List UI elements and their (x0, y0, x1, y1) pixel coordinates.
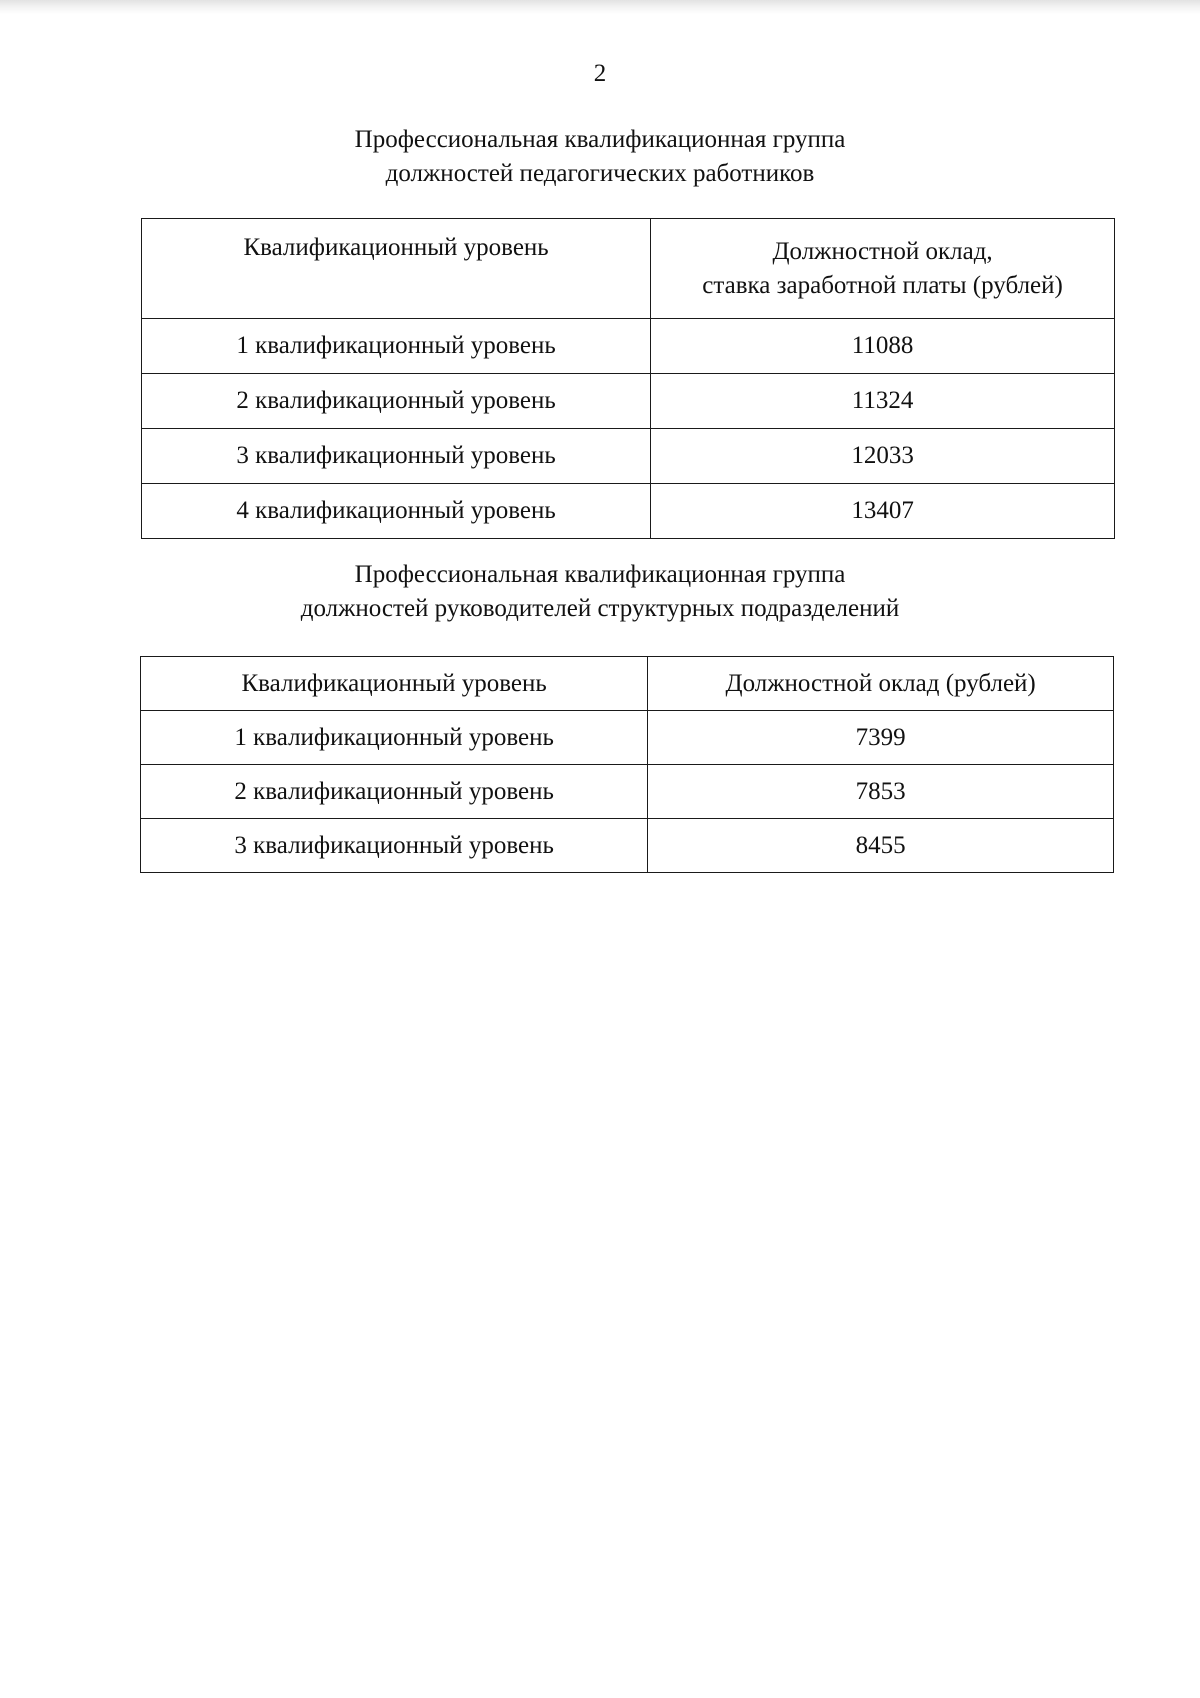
table-row (142, 374, 1115, 429)
level-cell: 4 квалификационный уровень (142, 484, 651, 539)
header-level-cell: Квалификационный уровень (142, 219, 651, 319)
section-1-title-line-2: должностей педагогических работников (385, 160, 815, 187)
salary-cell: 11088 (651, 319, 1115, 374)
level-cell: 1 квалификационный уровень (141, 711, 648, 765)
table-row (142, 484, 1115, 539)
salary-cell: 12033 (651, 429, 1115, 484)
header-salary-line-1: Должностной оклад, (772, 237, 993, 265)
level-cell: 2 квалификационный уровень (141, 765, 648, 819)
table-header-row (141, 657, 1114, 711)
header-salary-line-2: ставка заработной платы (рублей) (702, 271, 1063, 299)
section-2-title (0, 558, 1200, 626)
level-cell: 3 квалификационный уровень (142, 429, 651, 484)
header-salary-cell: Должностной оклад (рублей) (648, 657, 1114, 711)
salary-cell: 7853 (648, 765, 1114, 819)
header-salary-cell (651, 219, 1115, 319)
scan-edge-artifact (0, 0, 1200, 14)
level-cell: 3 квалификационный уровень (141, 819, 648, 873)
salary-cell: 13407 (651, 484, 1115, 539)
salary-cell: 7399 (648, 711, 1114, 765)
section-1-title-line-1: Профессиональная квалификационная группа (354, 126, 846, 153)
salary-cell: 8455 (648, 819, 1114, 873)
level-cell: 2 квалификационный уровень (142, 374, 651, 429)
level-cell: 1 квалификационный уровень (142, 319, 651, 374)
table-row (142, 319, 1115, 374)
table-row (141, 819, 1114, 873)
table-header-row (142, 219, 1115, 319)
managers-salary-table (140, 656, 1114, 873)
salary-cell: 11324 (651, 374, 1115, 429)
table-row (141, 765, 1114, 819)
pedagogical-salary-table (141, 218, 1115, 539)
section-1-title (0, 123, 1200, 191)
table-row (142, 429, 1115, 484)
page-number: 2 (593, 60, 607, 87)
table-row (141, 711, 1114, 765)
header-level-cell: Квалификационный уровень (141, 657, 648, 711)
section-2-title-line-1: Профессиональная квалификационная группа (354, 561, 846, 588)
section-2-title-line-2: должностей руководителей структурных подразделений (300, 595, 900, 622)
